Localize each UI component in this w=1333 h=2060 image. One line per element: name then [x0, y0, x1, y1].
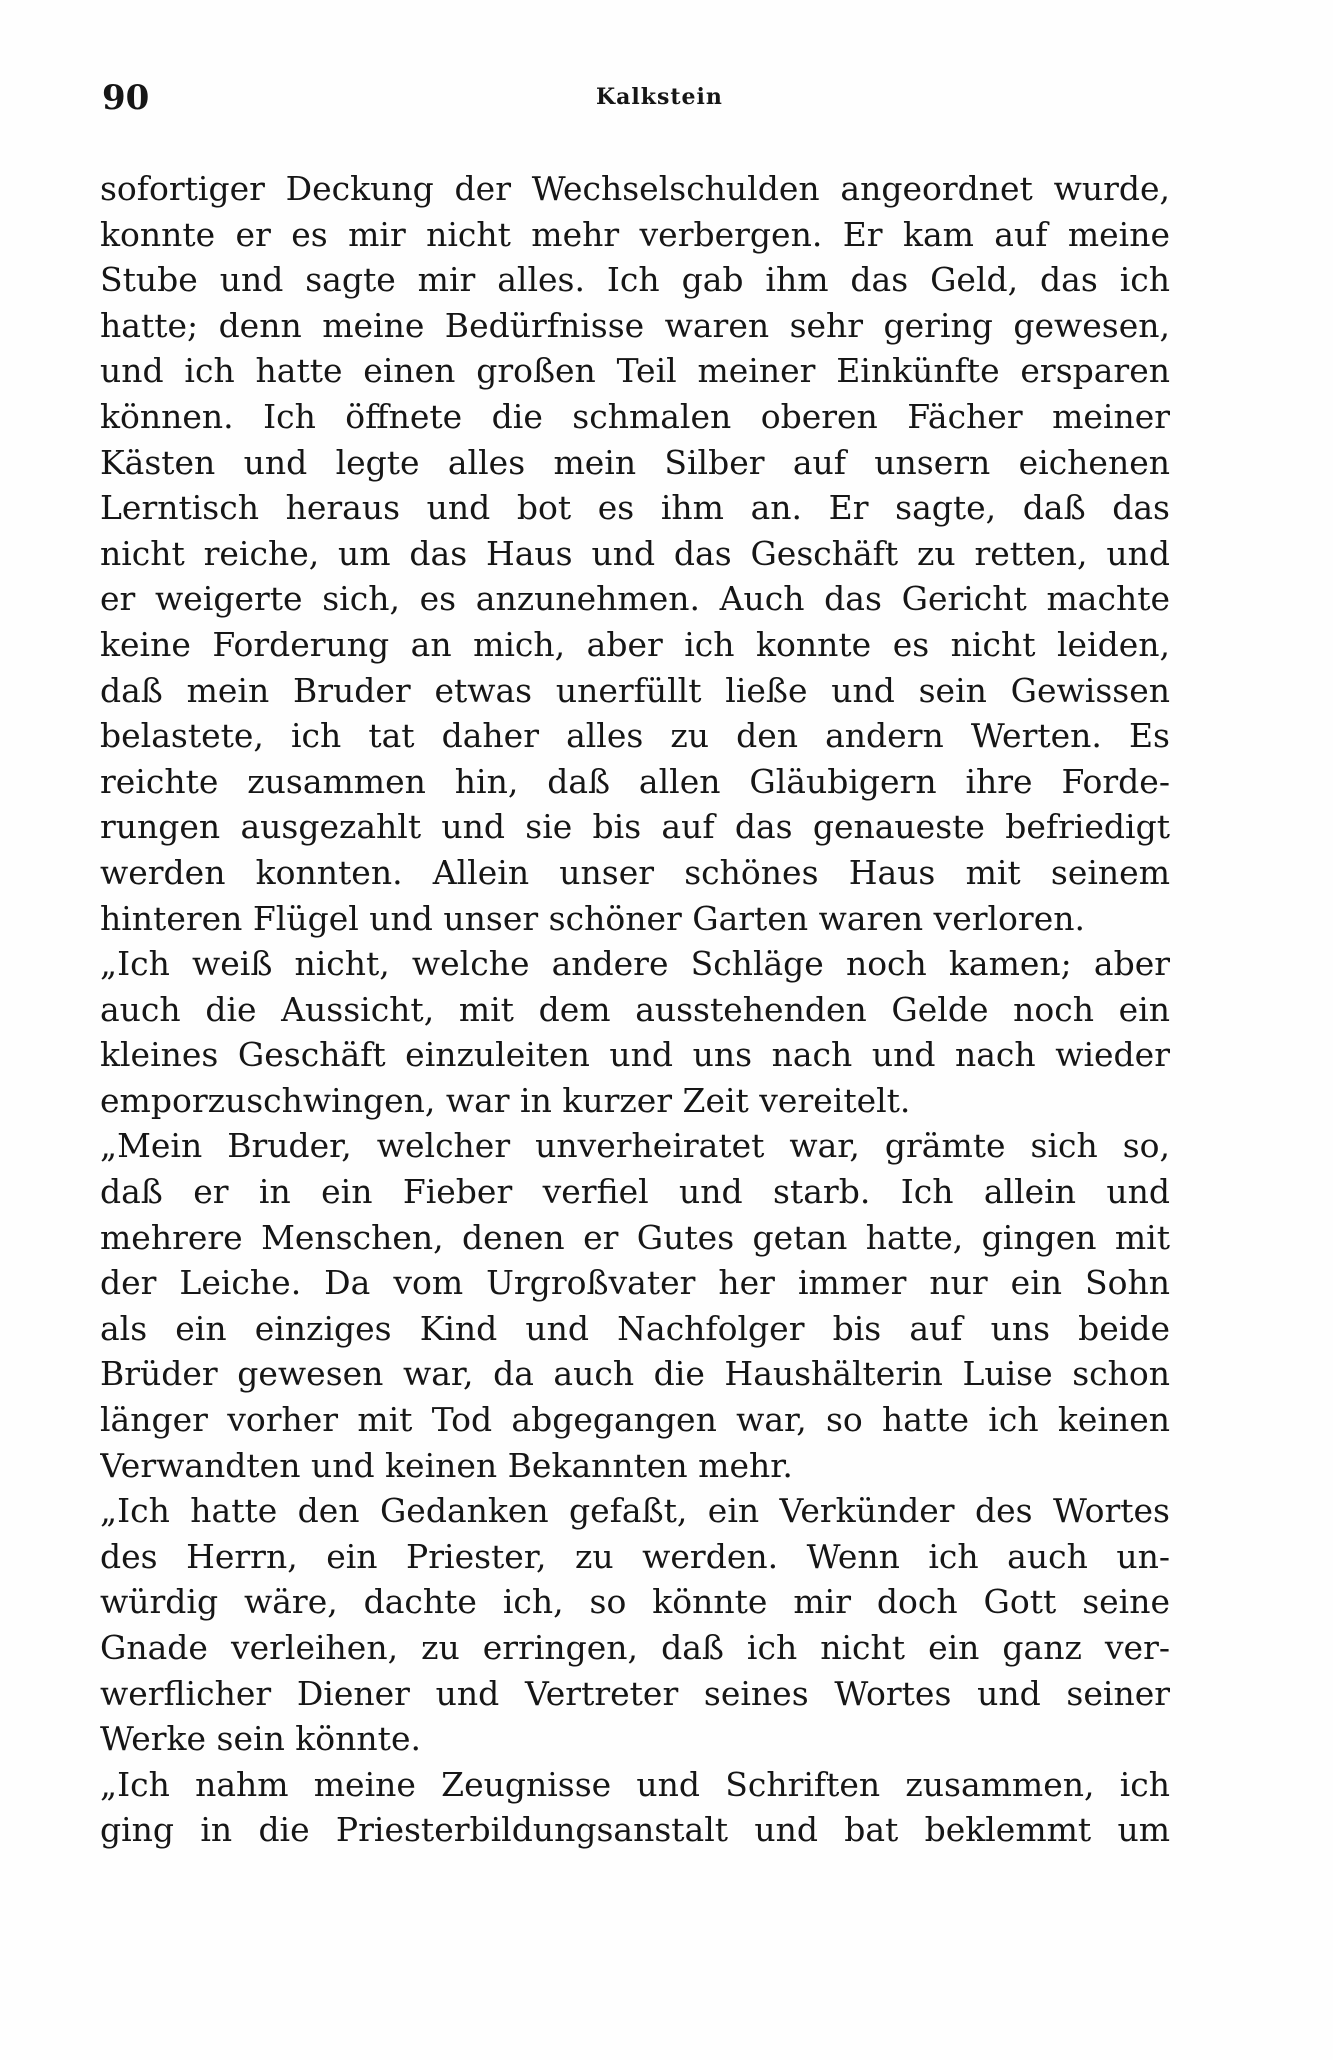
- text-line: „Ich weiß nicht, welche andere Schläge noch kamen; aber: [100, 944, 1170, 984]
- text-line: Brüder gewesen war, da auch die Haushälterin Luise schon: [100, 1354, 1170, 1394]
- text-line: kleines Geschäft einzuleiten und uns nach und nach wieder: [100, 1035, 1170, 1075]
- body-text: [100, 166, 1170, 1853]
- text-line: „Ich nahm meine Zeugnisse und Schriften zusammen, ich: [100, 1764, 1170, 1804]
- text-line: werflicher Diener und Vertreter seines Wortes und seiner: [100, 1673, 1170, 1713]
- running-title: Kalkstein: [596, 84, 723, 110]
- text-line: Werke sein könnte.: [100, 1719, 421, 1759]
- text-line: würdig wäre, dachte ich, so könnte mir doch Gott seine: [100, 1582, 1170, 1622]
- text-line: daß er in ein Fieber verfiel und starb. Ich allein und: [100, 1172, 1170, 1212]
- text-line: auch die Aussicht, mit dem ausstehenden Gelde noch ein: [100, 989, 1170, 1029]
- text-line: der Leiche. Da vom Urgroßvater her immer nur ein Sohn: [100, 1263, 1170, 1303]
- text-line: belastete, ich tat daher alles zu den andern Werten. Es: [100, 716, 1170, 756]
- text-line: rungen ausgezahlt und sie bis auf das genaueste befriedigt: [100, 807, 1170, 847]
- text-line: daß mein Bruder etwas unerfüllt ließe und sein Gewissen: [100, 670, 1170, 710]
- page-header: [102, 78, 1172, 118]
- text-line: ging in die Priesterbildungsanstalt und bat beklemmt um: [100, 1810, 1170, 1850]
- text-line: Lerntisch heraus und bot es ihm an. Er sagte, daß das: [100, 488, 1170, 528]
- text-line: hinteren Flügel und unser schöner Garten waren verloren.: [100, 898, 1085, 938]
- text-line: können. Ich öffnete die schmalen oberen Fächer meiner: [100, 396, 1170, 436]
- text-line: nicht reiche, um das Haus und das Geschäft zu retten, und: [100, 533, 1170, 573]
- text-line: reichte zusammen hin, daß allen Gläubigern ihre Forde-: [100, 761, 1170, 801]
- text-line: als ein einziges Kind und Nachfolger bis auf uns beide: [100, 1308, 1170, 1348]
- text-line: und ich hatte einen großen Teil meiner Einkünfte ersparen: [100, 351, 1170, 391]
- text-line: „Mein Bruder, welcher unverheiratet war, grämte sich so,: [100, 1126, 1170, 1166]
- text-line: er weigerte sich, es anzunehmen. Auch das Gericht machte: [100, 579, 1170, 619]
- text-line: emporzuschwingen, war in kurzer Zeit vereitelt.: [100, 1080, 911, 1120]
- text-line: Gnade verleihen, zu erringen, daß ich nicht ein ganz ver-: [100, 1628, 1170, 1667]
- text-line: Stube und sagte mir alles. Ich gab ihm das Geld, das ich: [100, 260, 1170, 300]
- text-line: des Herrn, ein Priester, zu werden. Wenn ich auch un-: [100, 1536, 1170, 1576]
- text-line: Verwandten und keinen Bekannten mehr.: [100, 1445, 793, 1485]
- text-line: sofortiger Deckung der Wechselschulden angeordnet wurde,: [100, 169, 1170, 208]
- text-line: länger vorher mit Tod abgegangen war, so hatte ich keinen: [100, 1400, 1170, 1440]
- text-line: mehrere Menschen, denen er Gutes getan hatte, gingen mit: [100, 1217, 1170, 1257]
- page-number: 90: [102, 78, 150, 118]
- text-line: werden konnten. Allein unser schönes Haus mit seinem: [100, 852, 1170, 892]
- text-line: konnte er es mir nicht mehr verbergen. Er kam auf meine: [100, 214, 1170, 254]
- text-line: „Ich hatte den Gedanken gefaßt, ein Verkünder des Wortes: [100, 1491, 1170, 1531]
- text-line: keine Forderung an mich, aber ich konnte es nicht leiden,: [100, 624, 1170, 664]
- text-line: Kästen und legte alles mein Silber auf unsern eichenen: [100, 442, 1170, 482]
- text-line: hatte; denn meine Bedürfnisse waren sehr gering gewesen,: [100, 305, 1170, 345]
